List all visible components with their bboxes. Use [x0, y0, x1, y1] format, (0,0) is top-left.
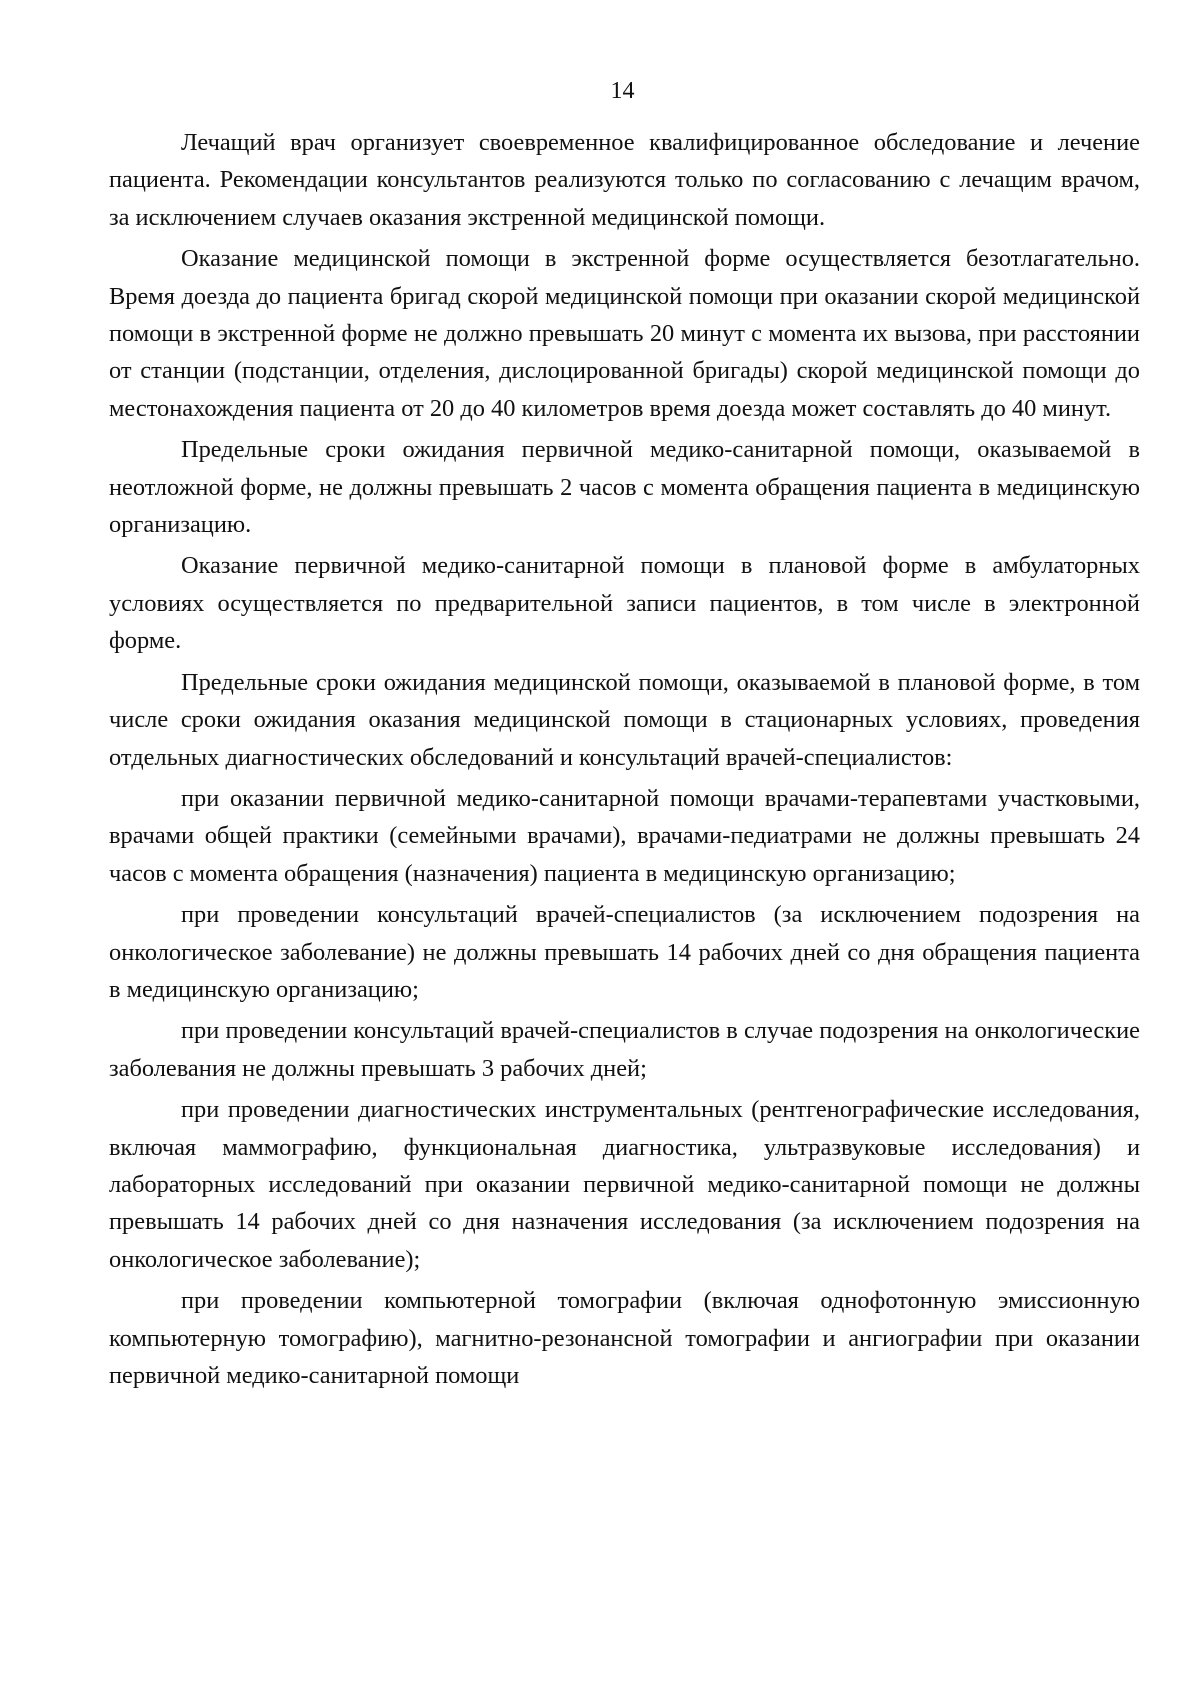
paragraph-attending-physician: Лечащий врач организует своевременное квалифицированное обследование и лечение пациента. Рекомендации консультантов реализуются только по согласованию с лечащим врачом, за исключением случаев оказания экстренной медицинской помощи.: [109, 129, 1140, 231]
list-item-primary-care: при оказании первичной медико-санитарной помощи врачами-терапевтами участковыми, врачами общей практики (семейными врачами), врачами-педиатрами не должны превышать 24 часов с момента обращения (назначения) пациента в медицинскую организацию;: [109, 784, 1140, 887]
list-item-oncology-consultations: при проведении консультаций врачей-специалистов в случае подозрения на онкологические заболевания не должны превышать 3 рабочих дней;: [109, 1017, 1140, 1082]
paragraph-planned-outpatient-care: Оказание первичной медико-санитарной помощи в плановой форме в амбулаторных условиях осуществляется по предварительной записи пациентов, в том числе в электронной форме.: [109, 552, 1140, 655]
paragraph-planned-waiting-times: Предельные сроки ожидания медицинской помощи, оказываемой в плановой форме, в том числе сроки ожидания оказания медицинской помощи в стационарных условиях, проведения отдельных диагностических обследований и консультаций врачей-специалистов:: [109, 668, 1140, 771]
list-item-diagnostic-tests: при проведении диагностических инструментальных (рентгенографические исследования, включая маммографию, функциональная диагностика, ультразвуковые исследования) и лабораторных исследований при оказании первичной медико-санитарной помощи не должны превышать 14 рабочих дней со дня назначения исследования (за исключением подозрения на онкологическое заболевание);: [109, 1096, 1140, 1273]
document-body: [109, 124, 1140, 1398]
paragraph-urgent-waiting-time: Предельные сроки ожидания первичной медико-санитарной помощи, оказываемой в неотложной форме, не должны превышать 2 часов с момента обращения пациента в медицинскую организацию.: [109, 436, 1140, 539]
list-item-specialist-consultations: при проведении консультаций врачей-специалистов (за исключением подозрения на онкологическое заболевание) не должны превышать 14 рабочих дней со дня обращения пациента в медицинскую организацию;: [109, 901, 1140, 1003]
page-number: 14: [610, 78, 635, 104]
paragraph-emergency-care: Оказание медицинской помощи в экстренной форме осуществляется безотлагательно. Время доезда до пациента бригад скорой медицинской помощи при оказании скорой медицинской помощи в экстренной форме не должно превышать 20 минут с момента их вызова, при расстоянии от станции (подстанции, отделения, дислоцированной бригады) скорой медицинской помощи до местонахождения пациента от 20 до 40 километров время доезда может составлять до 40 минут.: [109, 245, 1140, 422]
list-item-tomography: при проведении компьютерной томографии (включая однофотонную эмиссионную компьютерную томографию), магнитно-резонансной томографии и ангиографии при оказании первичной медико-санитарной помощи: [109, 1287, 1140, 1389]
